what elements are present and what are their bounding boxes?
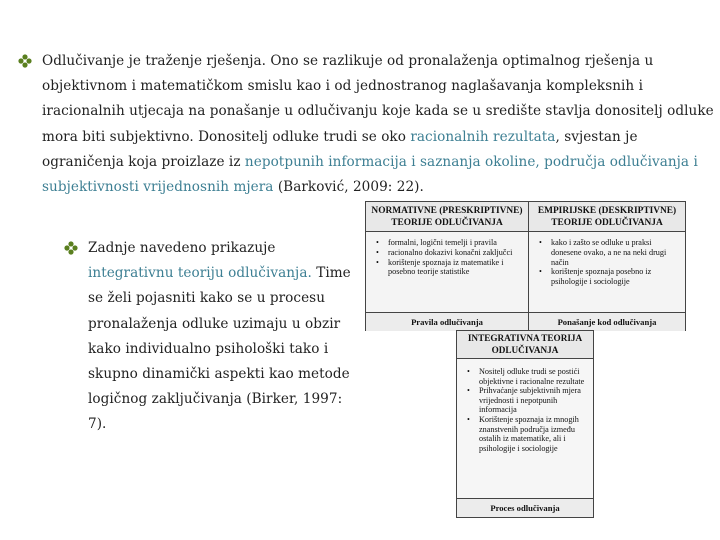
- descriptive-footer: Ponašanje kod odlučivanja: [557, 317, 657, 327]
- paragraph1-text-c: (Barković, 2009: 22).: [273, 179, 424, 196]
- decision-theories-table: [365, 201, 686, 331]
- paragraph2-text-a: Zadnje navedeno prikazuje: [88, 240, 276, 256]
- paragraph1-highlight-a: racionalnih rezultata: [410, 128, 556, 145]
- paragraph1-highlight-b: nepotpunih informacija i saznanja okoline, područja odlučivanja i subjektivnosti vrijednosnih mjera: [42, 153, 698, 196]
- diamond-bullet-icon: [64, 241, 78, 255]
- descriptive-header: EMPIRIJSKE (DESKRIPTIVNE) TEORIJE ODLUČIVANJA: [529, 202, 685, 232]
- descriptive-theories-column: [529, 202, 685, 312]
- list-item: • Nositelj odluke trudi se postići objektivne i racionalne rezultate: [461, 367, 589, 386]
- normative-footer: Pravila odlučivanja: [366, 313, 529, 331]
- normative-header: NORMATIVNE (PRESKRIPTIVNE) TEORIJE ODLUČIVANJA: [366, 202, 528, 232]
- normative-theories-column: [366, 202, 529, 312]
- integrative-list: [457, 359, 593, 453]
- list-item: • kako i zašto se odluke u praksi donesene ovako, a ne na neki drugi način: [535, 238, 681, 267]
- integrative-theory-box: [456, 330, 594, 518]
- descriptive-list: [529, 232, 685, 287]
- list-item: • racionalno dokazivi konačni zaključci: [372, 248, 524, 258]
- integrative-header: INTEGRATIVNA TEORIJA ODLUČIVANJA: [457, 331, 593, 359]
- paragraph2-text-b: Time se želi pojasniti kako se u procesu pronalaženja odluke uzimaju u obzir kako individualno psihološki tako i skupno dinamički aspekti kao metode logičnog zaključivanja (Birker, 1997: 7).: [88, 265, 351, 433]
- list-item: • Prihvaćanje subjektivnih mjera vrijednosti i nepotpunih informacija: [461, 386, 589, 415]
- integrative-footer: Proces odlučivanja: [457, 498, 593, 517]
- diamond-bullet-icon: [18, 54, 32, 68]
- list-item: • Korištenje spoznaja iz mnogih znanstvenih područja između ostalih iz matematike, ali i psihologije i sociologije: [461, 415, 589, 453]
- paragraph1-text-a: Odlučivanje je traženje rješenja. Ono se razlikuje od pronalaženja optimalnog rješenja u objektivnom i matematičkom smislu kao i od jednostranog naglašavanja kompleksnih i iracionalnih utjecaja na ponašanje u odlučivanju koje kada se u središte stavlja donositelj odluke mora biti subjektivno. Donositelj odluke trudi se oko: [42, 53, 714, 145]
- paragraph-decision-making: [42, 49, 718, 200]
- table-footer: [366, 312, 685, 331]
- list-item: • korištenje spoznaja iz matematike i posebno teorije statistike: [372, 258, 524, 278]
- paragraph-integrative-theory: [88, 236, 358, 438]
- paragraph1-text-b: , svjestan je ograničenja koja proizlaze iz: [42, 128, 638, 170]
- normative-list: [366, 232, 528, 277]
- list-item: • formalni, logični temelji i pravila: [372, 238, 524, 248]
- list-item: • korištenje spoznaja posebno iz psihologije i sociologije: [535, 267, 681, 287]
- paragraph2-highlight-a: integrativnu teoriju odlučivanja.: [88, 265, 312, 282]
